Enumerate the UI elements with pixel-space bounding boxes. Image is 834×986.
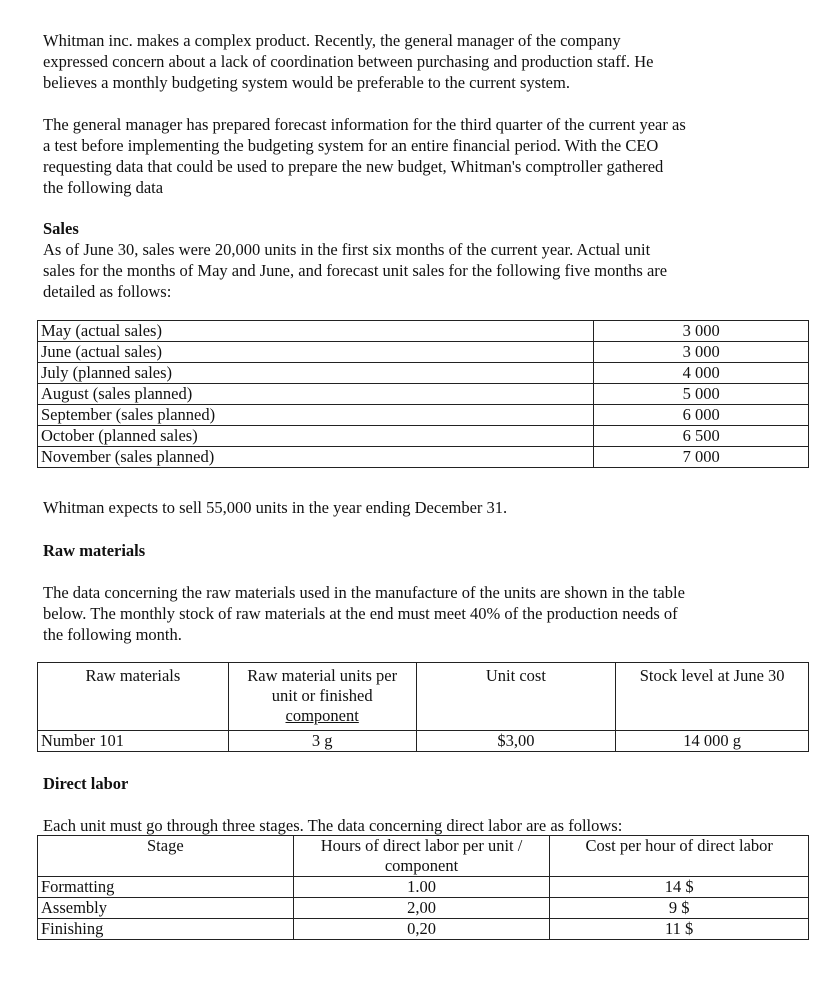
sales-month: September (sales planned): [38, 405, 594, 426]
table-row: [38, 405, 809, 426]
intro-paragraph-2: [43, 114, 753, 198]
column-header: Unit cost: [416, 663, 616, 731]
column-header: Raw materials: [38, 663, 229, 731]
sales-paragraph: [43, 239, 753, 302]
column-header: [228, 663, 416, 731]
sales-value: 6 500: [594, 426, 809, 447]
table-row: [38, 363, 809, 384]
sales-value: 4 000: [594, 363, 809, 384]
header-line: Hours of direct labor per unit /: [320, 836, 523, 855]
header-line: component: [384, 856, 459, 875]
material-cost: $3,00: [416, 731, 616, 752]
table-row: [38, 342, 809, 363]
sales-table: [37, 320, 809, 468]
table-row: [38, 898, 809, 919]
stage-name: Finishing: [38, 919, 294, 940]
table-header-row: [38, 836, 809, 877]
sales-value: 3 000: [594, 321, 809, 342]
text-line: The general manager has prepared forecast information for the third quarter of the current year as: [43, 115, 686, 134]
stage-hours: 2,00: [293, 898, 550, 919]
stage-name: Assembly: [38, 898, 294, 919]
text-line: the following data: [43, 178, 164, 197]
text-line: expressed concern about a lack of coordination between purchasing and production staff. He: [43, 52, 654, 71]
sales-month: June (actual sales): [38, 342, 594, 363]
text-line: requesting data that could be used to prepare the new budget, Whitman's comptroller gathered: [43, 157, 664, 176]
header-line: Raw material units per: [247, 666, 398, 685]
sales-month: July (planned sales): [38, 363, 594, 384]
table-row: [38, 447, 809, 468]
raw-materials-heading: Raw materials: [43, 541, 146, 560]
material-stock: 14 000 g: [616, 731, 809, 752]
text-line: the following month.: [43, 625, 182, 644]
material-units: 3 g: [228, 731, 416, 752]
header-line: unit or finished: [271, 686, 373, 705]
sales-month: August (sales planned): [38, 384, 594, 405]
table-row: [38, 426, 809, 447]
text-line: sales for the months of May and June, and forecast unit sales for the following five months are: [43, 261, 668, 280]
text-line: believes a monthly budgeting system would be preferable to the current system.: [43, 73, 570, 92]
sales-expectation: Whitman expects to sell 55,000 units in the year ending December 31.: [43, 498, 508, 517]
sales-month: October (planned sales): [38, 426, 594, 447]
text-line: The data concerning the raw materials used in the manufacture of the units are shown in the table: [43, 583, 685, 602]
text-line: As of June 30, sales were 20,000 units in the first six months of the current year. Actual unit: [43, 240, 651, 259]
column-header: Cost per hour of direct labor: [550, 836, 809, 877]
text-line: Whitman inc. makes a complex product. Recently, the general manager of the company: [43, 31, 621, 50]
sales-month: November (sales planned): [38, 447, 594, 468]
sales-heading: Sales: [43, 219, 79, 238]
table-row: [38, 321, 809, 342]
stage-cost: 11 $: [550, 919, 809, 940]
material-name: Number 101: [38, 731, 229, 752]
stage-hours: 0,20: [293, 919, 550, 940]
sales-value: 6 000: [594, 405, 809, 426]
stage-cost: 9 $: [550, 898, 809, 919]
sales-value: 3 000: [594, 342, 809, 363]
column-header: [293, 836, 550, 877]
direct-labor-heading: Direct labor: [43, 774, 129, 793]
intro-paragraph-1: [43, 30, 753, 93]
table-row: [38, 384, 809, 405]
sales-month: May (actual sales): [38, 321, 594, 342]
raw-materials-table: [37, 662, 809, 752]
column-header: Stage: [38, 836, 294, 877]
text-line: detailed as follows:: [43, 282, 172, 301]
stage-cost: 14 $: [550, 877, 809, 898]
text-line: a test before implementing the budgeting system for an entire financial period. With the CEO: [43, 136, 659, 155]
direct-labor-table: [37, 835, 809, 940]
table-row: [38, 919, 809, 940]
text-line: below. The monthly stock of raw materials at the end must meet 40% of the production needs of: [43, 604, 678, 623]
column-header: Stock level at June 30: [616, 663, 809, 731]
raw-materials-paragraph: [43, 582, 753, 645]
direct-labor-intro: Each unit must go through three stages. The data concerning direct labor are as follows:: [43, 816, 623, 835]
table-row: [38, 877, 809, 898]
header-line: component: [285, 706, 359, 725]
table-row: [38, 731, 809, 752]
stage-hours: 1.00: [293, 877, 550, 898]
sales-value: 5 000: [594, 384, 809, 405]
sales-value: 7 000: [594, 447, 809, 468]
table-header-row: [38, 663, 809, 731]
stage-name: Formatting: [38, 877, 294, 898]
